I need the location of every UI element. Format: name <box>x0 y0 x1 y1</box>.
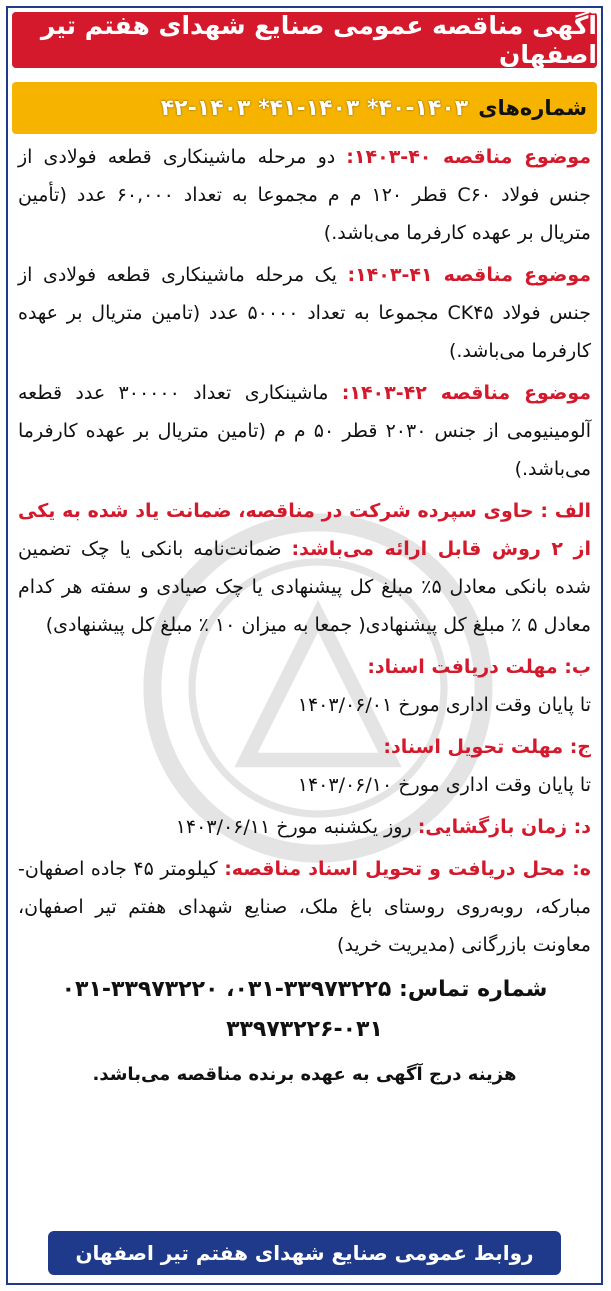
tender-item-text: دو مرحله ماشینکاری قطعه فولادی از جنس فولاد C۶۰ قطر ۱۲۰ م م مجموعا به تعداد ۶۰,۰۰۰ عدد (تأمین متریال بر عهده کارفرما می‌باشد.) <box>18 146 592 244</box>
tender-item-41 <box>18 256 591 370</box>
notice-title: آگهی مناقصه عمومی صنایع شهدای هفتم تیر اصفهان <box>12 12 597 68</box>
tender-item-lead: موضوع مناقصه ۴۲-۱۴۰۳: <box>341 382 592 404</box>
guarantee-text: ضمانت‌نامه بانکی یا چک تضمین شده بانکی معادل ۵٪ مبلغ کل پیشنهادی یا چک صیادی و سفته هر کدام معادل ۵ ٪ مبلغ کل پیشنهادی( جمعا به میزان ۱۰ ٪ مبلغ کل پیشنهادی) <box>18 538 591 636</box>
tender-item-42 <box>18 374 591 488</box>
notice-body <box>18 138 591 1219</box>
opening-section <box>18 808 591 846</box>
contact-numbers-1: ۳۳۹۷۳۲۲۵-۰۳۱، ۳۳۹۷۳۲۲۰-۰۳۱ <box>61 977 400 1002</box>
notice-frame <box>6 6 603 1285</box>
guarantee-section <box>18 492 591 644</box>
opening-text: روز یکشنبه مورخ ۱۴۰۳/۰۶/۱۱ <box>175 816 418 838</box>
opening-lead: د: زمان بازگشایی: <box>417 816 591 838</box>
tender-item-text: ماشینکاری تعداد ۳۰۰۰۰۰ عدد قطعه آلومینیومی از جنس ۲۰۳۰ قطر ۵۰ م م (تامین متریال بر عهده کارفرما می‌باشد.) <box>18 382 591 480</box>
deadline-receive-section <box>18 648 591 724</box>
guarantee-lead: الف : حاوی سپرده شرکت در مناقصه، ضمانت یاد شده به یکی از ۲ روش قابل ارائه می‌باشد: <box>18 500 591 560</box>
tender-item-lead: موضوع مناقصه ۴۰-۱۴۰۳: <box>346 146 591 168</box>
location-lead: ه: محل دریافت و تحویل اسناد مناقصه: <box>224 858 591 880</box>
tender-numbers-value: ۴۰-۱۴۰۳* ۴۱-۱۴۰۳* ۴۲-۱۴۰۳ <box>160 95 469 121</box>
tender-item-40 <box>18 138 591 252</box>
tender-numbers-label: شماره‌های <box>478 96 587 120</box>
location-section <box>18 850 591 964</box>
contact-section <box>18 970 591 1050</box>
contact-label: شماره تماس: <box>399 977 548 1002</box>
advertising-cost-note: هزینه درج آگهی به عهده برنده مناقصه می‌باشد. <box>92 1064 517 1085</box>
public-relations-footer: روابط عمومی صنایع شهدای هفتم تیر اصفهان <box>48 1231 561 1275</box>
contact-line-1 <box>18 970 591 1010</box>
tender-item-lead: موضوع مناقصه ۴۱-۱۴۰۳: <box>347 264 591 286</box>
contact-numbers-2: ۳۳۹۷۳۲۲۶-۰۳۱ <box>226 1017 383 1042</box>
deadline-receive-text: تا پایان وقت اداری مورخ ۱۴۰۳/۰۶/۰۱ <box>297 694 591 716</box>
tender-item-text: یک مرحله ماشینکاری قطعه فولادی از جنس فولاد CK۴۵ مجموعا به تعداد ۵۰۰۰۰ عدد (تامین متریال بر عهده کارفرما می‌باشد.) <box>18 264 591 362</box>
location-text: کیلومتر ۴۵ جاده اصفهان-مبارکه، روبه‌روی روستای باغ ملک، صنایع شهدای هفتم تیر اصفهان، معاونت بازرگانی (مدیریت خرید) <box>18 858 591 956</box>
deadline-deliver-text: تا پایان وقت اداری مورخ ۱۴۰۳/۰۶/۱۰ <box>297 774 591 796</box>
deadline-deliver-section <box>18 728 591 804</box>
tender-numbers-bar <box>12 82 597 134</box>
deadline-deliver-lead: ج: مهلت تحویل اسناد: <box>383 736 591 758</box>
deadline-receive-lead: ب: مهلت دریافت اسناد: <box>367 656 591 678</box>
